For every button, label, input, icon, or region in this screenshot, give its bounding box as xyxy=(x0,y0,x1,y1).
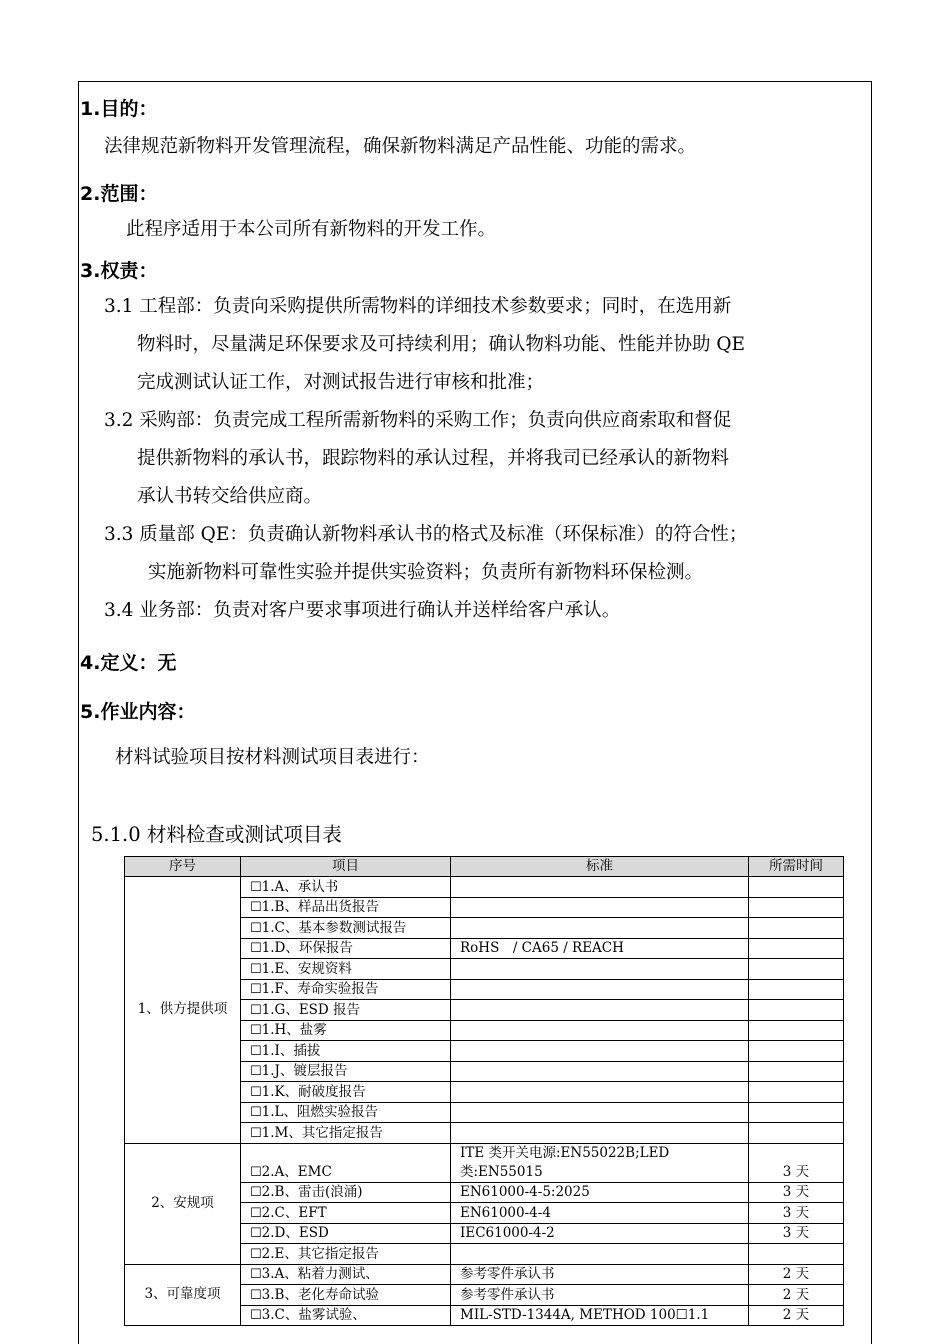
standard-cell: MIL-STD-1344A, METHOD 100☐1.1 xyxy=(451,1305,749,1326)
checkbox-icon[interactable]: ☐ xyxy=(250,879,262,895)
checkbox-icon[interactable]: ☐ xyxy=(250,1308,262,1323)
checkbox-icon[interactable]: ☐ xyxy=(250,1267,262,1282)
item-label: 1.B、样品出货报告 xyxy=(261,899,379,915)
section-5-body: 材料试验项目按材料测试项目表进行： xyxy=(115,747,430,768)
standard-cell xyxy=(451,897,749,918)
test-items-table xyxy=(124,856,844,1326)
item-cell xyxy=(241,1082,451,1103)
checkbox-icon[interactable]: ☐ xyxy=(250,941,262,956)
section-3-heading: 3.权责： xyxy=(80,260,158,282)
item-cell xyxy=(241,1182,451,1203)
item-label: 1.A、承认书 xyxy=(261,878,339,895)
checkbox-icon[interactable]: ☐ xyxy=(250,900,262,915)
checkbox-icon[interactable]: ☐ xyxy=(250,920,262,936)
checkbox-icon[interactable]: ☐ xyxy=(250,1105,262,1120)
item-label: 3.B、老化寿命试验 xyxy=(261,1286,379,1303)
time-cell xyxy=(749,1020,844,1041)
item-label: 2.E、其它指定报告 xyxy=(261,1245,379,1262)
time-cell: 2 天 xyxy=(749,1285,844,1306)
item-cell xyxy=(241,1123,451,1144)
item-cell xyxy=(241,1061,451,1082)
checkbox-icon[interactable]: ☐ xyxy=(250,1002,262,1018)
item-cell xyxy=(241,1285,451,1306)
section-3-1-line-1: 3.1 工程部：负责向采购提供所需物料的详细技术参数要求；同时，在选用新 xyxy=(104,296,732,317)
time-cell xyxy=(749,959,844,980)
item-label: 1.K、耐破度报告 xyxy=(261,1083,366,1100)
time-cell xyxy=(749,1082,844,1103)
item-label: 1.H、盐雾 xyxy=(261,1022,327,1038)
standard-cell: EN61000-4-4 xyxy=(451,1203,749,1224)
section-3-1-line-3: 完成测试认证工作，对测试报告进行审核和批准； xyxy=(137,372,545,393)
standard-cell: ITE 类开关电源:EN55022B;LED 类:EN55015 xyxy=(451,1143,749,1182)
group-label: 2、安规项 xyxy=(125,1143,241,1264)
item-label: 2.B、雷击(浪涌) xyxy=(261,1184,363,1200)
item-cell xyxy=(241,1102,451,1123)
standard-cell xyxy=(451,1244,749,1265)
standard-cell: IEC61000-4-2 xyxy=(451,1223,749,1244)
checkbox-icon[interactable]: ☐ xyxy=(250,1043,262,1059)
item-cell xyxy=(241,918,451,939)
section-3-2-line-2: 提供新物料的承认书，跟踪物料的承认过程，并将我司已经承认的新物料 xyxy=(137,448,730,469)
group-label: 3、可靠度项 xyxy=(125,1264,241,1326)
section-4-heading: 4.定义：无 xyxy=(80,652,177,674)
item-label: 1.J、镀层报告 xyxy=(261,1063,348,1079)
standard-cell xyxy=(451,918,749,939)
time-cell xyxy=(749,979,844,1000)
item-label: 1.E、安规资料 xyxy=(261,960,352,977)
item-label: 1.D、环保报告 xyxy=(261,940,353,956)
time-cell xyxy=(749,1061,844,1082)
section-5-heading: 5.作业内容： xyxy=(80,701,196,723)
section-3-2-line-1: 3.2 采购部：负责完成工程所需新物料的采购工作；负责向供应商索取和督促 xyxy=(104,410,732,431)
standard-cell xyxy=(451,979,749,1000)
time-cell xyxy=(749,877,844,898)
checkbox-icon[interactable]: ☐ xyxy=(250,1064,262,1079)
item-label: 1.G、ESD 报告 xyxy=(261,1001,361,1018)
checkbox-icon[interactable]: ☐ xyxy=(250,1125,262,1141)
item-cell xyxy=(241,938,451,959)
header-item: 项目 xyxy=(241,857,451,877)
standard-cell: EN61000-4-5:2025 xyxy=(451,1182,749,1203)
checkbox-icon[interactable]: ☐ xyxy=(250,1287,262,1303)
item-label: 1.I、插拔 xyxy=(261,1042,321,1059)
standard-cell xyxy=(451,877,749,898)
item-label: 1.C、基本参数测试报告 xyxy=(261,919,407,936)
item-cell xyxy=(241,1223,451,1244)
table-row xyxy=(125,1143,844,1182)
item-cell xyxy=(241,1244,451,1265)
time-cell xyxy=(749,1041,844,1062)
section-3-3-line-2: 实施新物料可靠性实验并提供实验资料；负责所有新物料环保检测。 xyxy=(148,562,704,583)
item-cell xyxy=(241,877,451,898)
table-row xyxy=(125,1264,844,1285)
section-3-3-line-1: 3.3 质量部 QE：负责确认新物料承认书的格式及标准（环保标准）的符合性； xyxy=(104,524,748,545)
checkbox-icon[interactable]: ☐ xyxy=(250,1205,262,1221)
standard-cell xyxy=(451,1041,749,1062)
item-label: 3.C、盐雾试验、 xyxy=(261,1307,366,1323)
section-1-heading: 1.目的： xyxy=(80,98,158,120)
time-cell: 2 天 xyxy=(749,1264,844,1285)
item-cell xyxy=(241,1264,451,1285)
time-cell xyxy=(749,897,844,918)
standard-cell xyxy=(451,1000,749,1021)
time-cell: 2 天 xyxy=(749,1305,844,1326)
standard-cell xyxy=(451,1102,749,1123)
section-3-1-line-2: 物料时，尽量满足环保要求及可持续利用；确认物料功能、性能并协助 QE xyxy=(137,334,746,355)
item-cell xyxy=(241,959,451,980)
header-standard: 标准 xyxy=(451,857,749,877)
table-header-row xyxy=(125,857,844,877)
section-1-body: 法律规范新物料开发管理流程，确保新物料满足产品性能、功能的需求。 xyxy=(104,136,697,157)
item-label: 1.M、其它指定报告 xyxy=(261,1124,383,1141)
standard-cell xyxy=(451,959,749,980)
time-cell xyxy=(749,938,844,959)
section-2-heading: 2.范围： xyxy=(80,183,158,205)
table-body xyxy=(125,877,844,1326)
standard-cell xyxy=(451,1020,749,1041)
section-3-4-line-1: 3.4 业务部：负责对客户要求事项进行确认并送样给客户承认。 xyxy=(104,600,621,621)
item-cell xyxy=(241,979,451,1000)
time-cell: 3 天 xyxy=(749,1203,844,1224)
item-label: 2.D、ESD xyxy=(261,1225,329,1241)
standard-cell: 参考零件承认书 xyxy=(451,1264,749,1285)
standard-cell xyxy=(451,1123,749,1144)
item-label: 1.L、阻燃实验报告 xyxy=(261,1104,379,1120)
item-cell xyxy=(241,1041,451,1062)
item-cell xyxy=(241,1305,451,1326)
item-label: 1.F、寿命实验报告 xyxy=(261,981,379,997)
checkbox-icon[interactable]: ☐ xyxy=(250,1226,262,1241)
checkbox-icon[interactable]: ☐ xyxy=(250,1185,262,1200)
checkbox-icon[interactable]: ☐ xyxy=(250,982,262,997)
header-seq: 序号 xyxy=(125,857,241,877)
section-3-2-line-3: 承认书转交给供应商。 xyxy=(137,486,323,507)
item-cell xyxy=(241,1143,451,1182)
time-cell xyxy=(749,1102,844,1123)
time-cell xyxy=(749,918,844,939)
checkbox-icon[interactable]: ☐ xyxy=(250,1084,262,1100)
item-label: 3.A、粘着力测试、 xyxy=(261,1266,379,1282)
standard-cell xyxy=(451,1082,749,1103)
header-time: 所需时间 xyxy=(749,857,844,877)
time-cell xyxy=(749,1123,844,1144)
standard-cell: 参考零件承认书 xyxy=(451,1285,749,1306)
item-label: 2.C、EFT xyxy=(261,1204,327,1221)
item-cell xyxy=(241,897,451,918)
standard-cell xyxy=(451,1061,749,1082)
item-cell xyxy=(241,1020,451,1041)
time-cell xyxy=(749,1244,844,1265)
checkbox-icon[interactable]: ☐ xyxy=(250,1023,262,1038)
standard-cell: RoHS / CA65 / REACH xyxy=(451,938,749,959)
table-caption: 5.1.0 材料检查或测试项目表 xyxy=(91,823,342,846)
item-cell xyxy=(241,1203,451,1224)
checkbox-icon[interactable]: ☐ xyxy=(250,961,262,977)
time-cell: 3 天 xyxy=(749,1223,844,1244)
item-cell xyxy=(241,1000,451,1021)
section-2-body: 此程序适用于本公司所有新物料的开发工作。 xyxy=(126,219,497,240)
item-label: 2.A、EMC xyxy=(261,1163,332,1180)
time-cell xyxy=(749,1000,844,1021)
checkbox-icon[interactable]: ☐ xyxy=(250,1164,262,1180)
group-label: 1、供方提供项 xyxy=(125,877,241,1144)
time-cell: 3 天 xyxy=(749,1143,844,1182)
table-row xyxy=(125,877,844,898)
checkbox-icon[interactable]: ☐ xyxy=(250,1246,262,1262)
time-cell: 3 天 xyxy=(749,1182,844,1203)
